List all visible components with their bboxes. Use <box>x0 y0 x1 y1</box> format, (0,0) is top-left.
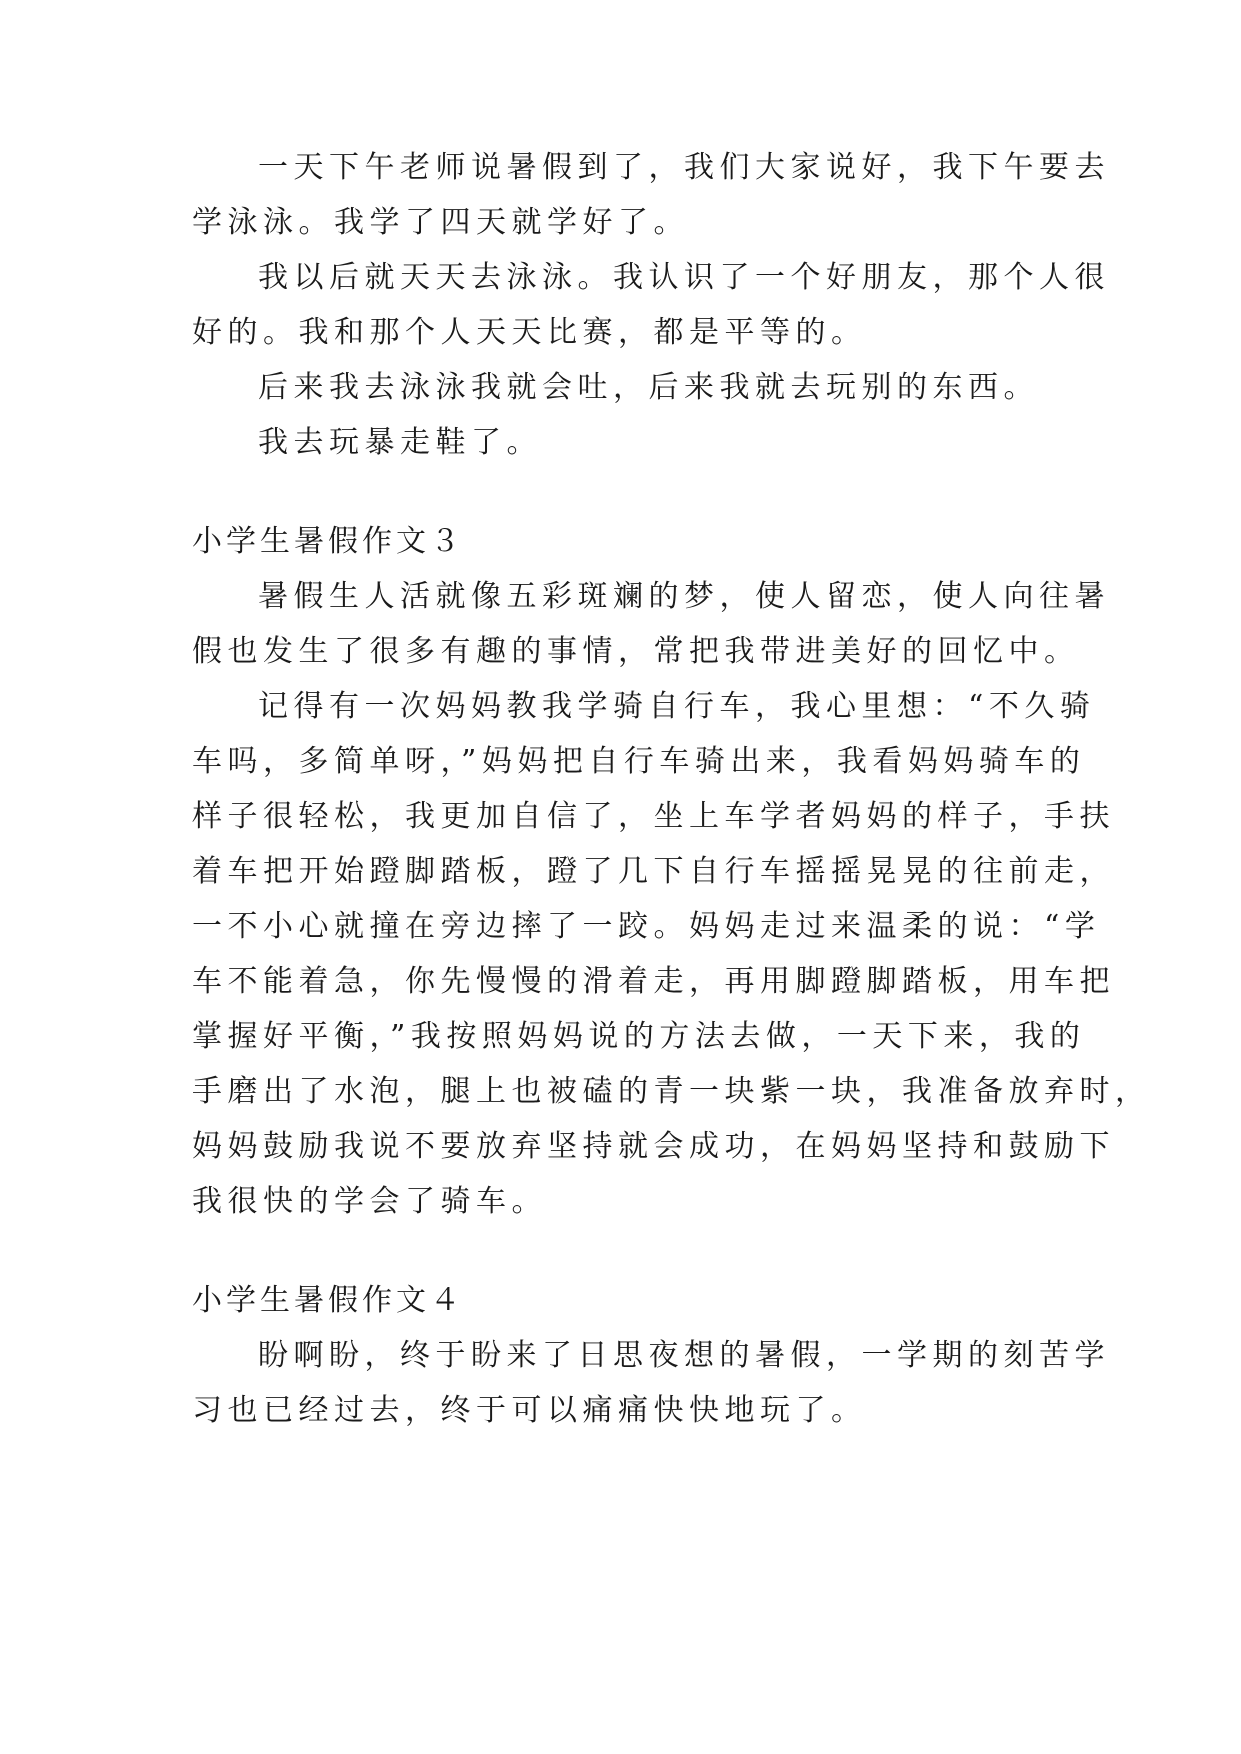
paragraph-line: 我以后就天天去泳泳。我认识了一个好朋友，那个人很 <box>258 260 1110 295</box>
paragraph-line: 盼啊盼，终于盼来了日思夜想的暑假，一学期的刻苦学 <box>258 1338 1110 1373</box>
paragraph-line: 妈妈鼓励我说不要放弃坚持就会成功，在妈妈坚持和鼓励下 <box>192 1129 1115 1164</box>
paragraph-line: 手磨出了水泡，腿上也被磕的青一块紫一块，我准备放弃时， <box>192 1074 1151 1109</box>
paragraph-line: 暑假生人活就像五彩斑斓的梦，使人留恋，使人向往暑 <box>258 579 1110 614</box>
paragraph-line: 假也发生了很多有趣的事情，常把我带进美好的回忆中。 <box>192 634 1080 669</box>
paragraph-line: 着车把开始蹬脚踏板，蹬了几下自行车摇摇晃晃的往前走， <box>192 854 1115 889</box>
paragraph-line: 习也已经过去，终于可以痛痛快快地玩了。 <box>192 1393 867 1428</box>
paragraph-line: 我去玩暴走鞋了。 <box>258 425 542 460</box>
paragraph-line: 好的。我和那个人天天比赛，都是平等的。 <box>192 315 867 350</box>
paragraph-line: 样子很轻松，我更加自信了，坐上车学者妈妈的样子，手扶 <box>192 799 1115 834</box>
paragraph-line: 学泳泳。我学了四天就学好了。 <box>192 205 689 240</box>
paragraph-line: 后来我去泳泳我就会吐，后来我就去玩别的东西。 <box>258 370 1039 405</box>
paragraph-line: 掌握好平衡，”我按照妈妈说的方法去做，一天下来，我的 <box>192 1019 1086 1054</box>
paragraph-line: 记得有一次妈妈教我学骑自行车，我心里想：“不久骑 <box>258 689 1096 724</box>
paragraph-line: 车吗，多简单呀，”妈妈把自行车骑出来，我看妈妈骑车的 <box>192 744 1086 779</box>
paragraph-line: 一天下午老师说暑假到了，我们大家说好，我下午要去 <box>258 150 1110 185</box>
paragraph-line: 车不能着急，你先慢慢的滑着走，再用脚蹬脚踏板，用车把 <box>192 964 1115 999</box>
section-heading: 小学生暑假作文３ <box>192 524 464 559</box>
paragraph-line: 我很快的学会了骑车。 <box>192 1184 547 1219</box>
paragraph-line: 一不小心就撞在旁边摔了一跤。妈妈走过来温柔的说：“学 <box>192 909 1101 944</box>
section-heading: 小学生暑假作文４ <box>192 1283 464 1318</box>
